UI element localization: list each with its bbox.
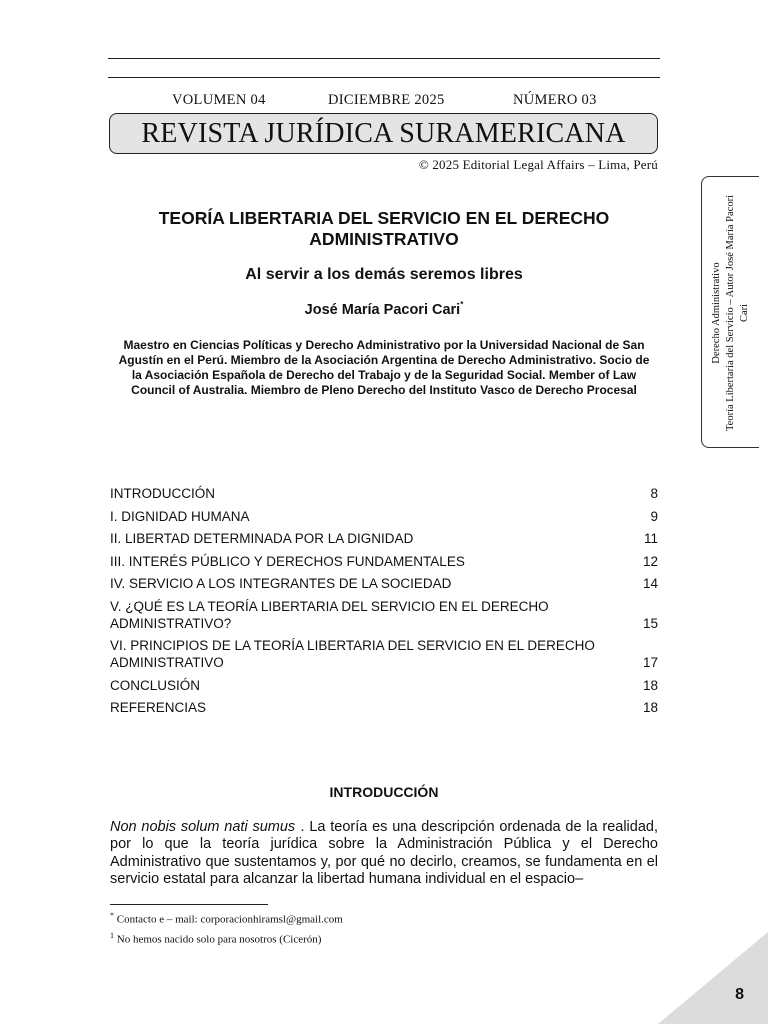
toc-item-label: V. ¿QUÉ ES LA TEORÍA LIBERTARIA DEL SERVICIO EN EL DERECHO ADMINISTRATIVO? [110,598,549,631]
footnote-text: No hemos nacido solo para nosotros (Cicerón) [116,933,322,946]
introduction-text: . La teoría es una descripción ordenada de la realidad, por lo que la teoría jurídica sobre la Administración Pública y el Derecho Administrativo que sustentamos y, por qué no decirlo, creamos, se fundamenta en el servicio estatal para alcanzar la libertad humana individual en el espacio– [110,818,658,888]
toc-item[interactable] [110,530,658,547]
toc-item[interactable] [110,637,658,671]
toc-item-page: 15 [642,615,658,631]
issue-date: DICIEMBRE 2025 [328,92,445,108]
toc-item-page: 14 [642,576,658,591]
toc-item-page: 8 [650,486,658,501]
introduction-paragraph [110,817,658,889]
introduction-heading: INTRODUCCIÓN [329,784,439,800]
toc-item[interactable] [110,508,658,525]
latin-quote: Non nobis solum nati sumus [110,818,296,835]
toc-item[interactable] [110,677,658,694]
header-second-rule [108,77,660,78]
footnote-rule [110,904,268,905]
toc-item-label: I. DIGNIDAD HUMANA [110,508,250,524]
volume-label: VOLUMEN 04 [172,92,266,108]
toc-item-page: 9 [650,508,658,524]
journal-title-box [109,113,658,154]
side-tab-line-1: Derecho Administrativo [711,262,722,364]
toc-item-label: REFERENCIAS [110,700,207,715]
footnote-mark: * [110,911,114,920]
side-tab-line-2: Teoría Libertaria del Servicio – Autor José María Pacori [725,194,736,432]
toc-item-label: VI. PRINCIPIOS DE LA TEORÍA LIBERTARIA DEL SERVICIO EN EL DERECHO ADMINISTRATIVO [110,638,595,670]
footnote-mark: 1 [110,930,114,940]
side-tab-line-3: Cari [739,303,750,323]
article-subtitle: Al servir a los demás seremos libres [245,266,523,283]
toc-item-label: II. LIBERTAD DETERMINADA POR LA DIGNIDAD [110,531,414,546]
journal-title: REVISTA JURÍDICA SURAMERICANA [141,118,626,149]
footnotes [110,908,343,947]
toc-item-page: 18 [642,700,658,715]
toc-item-label: III. INTERÉS PÚBLICO Y DERECHOS FUNDAMENTALES [110,553,465,569]
toc-item-label: INTRODUCCIÓN [110,486,215,501]
toc-item-label: CONCLUSIÓN [110,677,201,693]
toc-item[interactable] [110,485,658,502]
issue-meta-row [108,92,660,112]
page-number: 8 [735,986,744,1003]
toc-item[interactable] [110,598,658,632]
author-line [108,302,660,318]
toc-item-label: IV. SERVICIO A LOS INTEGRANTES DE LA SOCIEDAD [110,576,452,591]
issue-number: NÚMERO 03 [513,92,597,108]
publisher-line: © 2025 Editorial Legal Affairs – Lima, Perú [418,157,658,172]
page-corner-triangle [658,932,768,1024]
toc-item-page: 17 [642,655,658,670]
toc-item-page: 11 [643,531,658,546]
toc-item-page: 12 [642,553,658,569]
table-of-contents [110,485,658,722]
article-title: TEORÍA LIBERTARIA DEL SERVICIO EN EL DERECHO ADMINISTRATIVO [158,208,610,249]
author-name: José María Pacori Cari [304,302,461,318]
side-section-tab [701,176,759,448]
toc-item[interactable] [110,575,658,592]
footnote-ref [295,825,296,826]
footnote-text: Contacto e – mail: corporacionhiramsl@gmail.com [116,913,343,926]
header-top-rule [108,58,660,59]
author-bio: Maestro en Ciencias Políticas y Derecho Administrativo por la Universidad Nacional de San Agustín en el Perú. Miembro de la Asociación Argentina de Derecho Administrativo. Socio de la Asociación Española de Derecho del Trabajo y de la Seguridad Social. Member of Law Council of Australia. Miembro de Pleno Derecho del Instituto Vasco de Derecho Procesal [118,338,650,397]
toc-item-page: 18 [642,677,658,693]
footnote-item [110,928,343,948]
footnote-item [110,908,343,928]
toc-item[interactable] [110,699,658,716]
toc-item[interactable] [110,553,658,570]
author-footnote-mark: * [460,300,464,309]
side-tab-text [710,182,752,444]
